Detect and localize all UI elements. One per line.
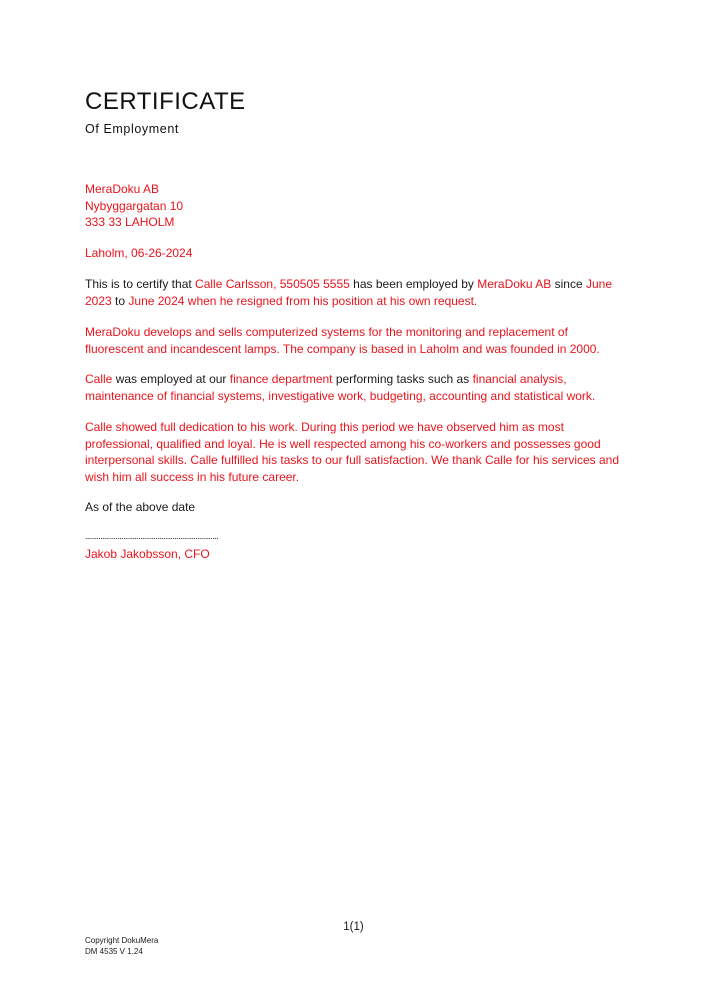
closing-text: As of the above date: [85, 500, 196, 514]
address-street: Nybyggargatan 10: [85, 198, 184, 213]
footer-copyright: Copyright DokuMera: [85, 936, 159, 945]
employment-end-reason: June 2024 when he resigned from his position at his own request.: [128, 293, 478, 308]
page-title: CERTIFICATE: [85, 88, 246, 115]
paragraph-employment: [85, 276, 625, 309]
paragraph-assessment: Calle showed full dedication to his work. During this period we have observed him as most professional, qualified and loyal. He is well respected among his co-workers and possesses good interpersonal skills. Calle fulfilled his tasks to our full satisfaction. We thank Calle for his services and wish him all success in his future career.: [85, 420, 620, 484]
page-number: 1(1): [343, 921, 364, 933]
paragraph-duties: [85, 371, 625, 404]
address-company: MeraDoku AB: [85, 182, 160, 196]
p3-text-2: performing tasks such as: [332, 372, 473, 386]
signer-name: Jakob Jakobsson, CFO: [85, 547, 210, 561]
department-name: finance department: [229, 372, 333, 386]
p1-text-2: has been employed by: [349, 277, 478, 291]
footer-version: DM 4535 V 1.24: [85, 946, 143, 956]
footer: [85, 936, 158, 957]
signature-line: ......................................................................: [85, 531, 219, 541]
company-address: [85, 181, 625, 231]
p1-text-1: This is to certify that: [85, 277, 196, 291]
paragraph-company-description: MeraDoku develops and sells computerized systems for the monitoring and replacement of fluorescent and incandescent lamps. The company is based in Laholm and was founded in 2000.: [85, 325, 600, 356]
employee-first-name: Calle: [85, 372, 113, 386]
employee-name-id: Calle Carlsson, 550505 5555: [195, 277, 350, 291]
place-date: Laholm, 06-26-2024: [85, 246, 193, 260]
employer-name: MeraDoku AB: [477, 277, 552, 291]
employment-start: June 2023: [85, 277, 613, 308]
page-subtitle: Of Employment: [85, 122, 179, 136]
p1-text-4: to: [111, 293, 129, 308]
p1-text-3: since: [551, 277, 586, 291]
task-list: financial analysis, maintenance of financial systems, investigative work, budgeting, accounting and statistical work.: [85, 372, 596, 403]
address-postal: 333 33 LAHOLM: [85, 215, 175, 229]
p3-text-1: was employed at our: [112, 372, 230, 386]
